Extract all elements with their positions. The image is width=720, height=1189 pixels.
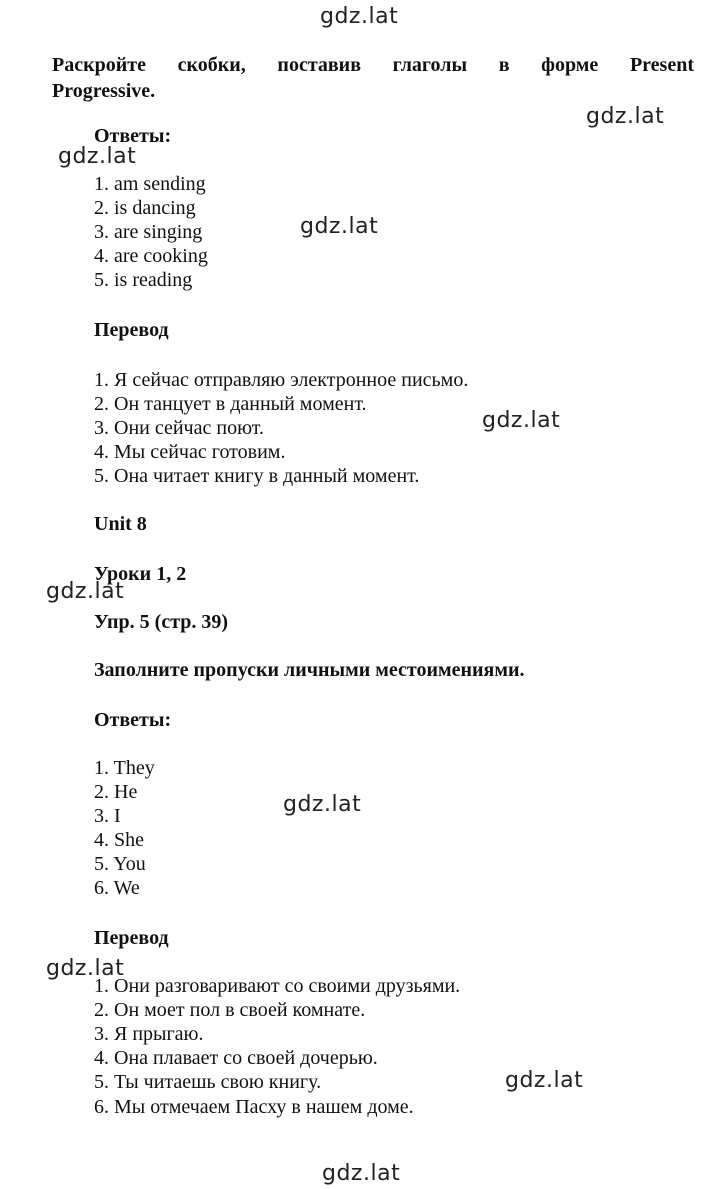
unit-heading: Unit 8 <box>94 513 147 535</box>
watermark: gdz.lat <box>46 956 125 981</box>
answer-item: 1. They <box>94 757 155 779</box>
answers-heading: Ответы: <box>94 709 172 731</box>
answer-item: 2. is dancing <box>94 197 196 219</box>
watermark: gdz.lat <box>58 144 137 169</box>
translation-item: 5. Ты читаешь свою книгу. <box>94 1071 322 1093</box>
watermark: gdz.lat <box>46 579 125 604</box>
watermark: gdz.lat <box>320 4 399 29</box>
watermark: gdz.lat <box>482 408 561 433</box>
answer-item: 4. are cooking <box>94 245 208 267</box>
lessons-heading: Уроки 1, 2 <box>94 563 187 585</box>
translation-item: 2. Он моет пол в своей комнате. <box>94 999 366 1021</box>
answer-item: 1. am sending <box>94 173 206 195</box>
exercise-heading: Упр. 5 (стр. 39) <box>94 611 229 633</box>
answer-item: 6. We <box>94 877 140 899</box>
answers-heading: Ответы: <box>94 126 172 144</box>
translation-item: 3. Я прыгаю. <box>94 1023 204 1045</box>
watermark: gdz.lat <box>586 104 665 129</box>
translation-item: 4. Мы сейчас готовим. <box>94 441 286 463</box>
translation-heading: Перевод <box>94 319 169 341</box>
translation-item: 5. Она читает книгу в данный момент. <box>94 465 420 487</box>
watermark: gdz.lat <box>322 1161 401 1186</box>
answer-item: 3. are singing <box>94 221 203 243</box>
answer-item: 5. You <box>94 853 146 875</box>
exercise-instruction: Раскройте скобки, поставив глаголы в форме Present Progressive. <box>52 54 694 102</box>
watermark: gdz.lat <box>505 1068 584 1093</box>
translation-heading: Перевод <box>94 927 169 949</box>
answer-item: 5. is reading <box>94 269 193 291</box>
answer-item: 4. She <box>94 829 144 851</box>
translation-item: 2. Он танцует в данный момент. <box>94 393 367 415</box>
translation-item: 1. Они разговаривают со своими друзьями. <box>94 975 461 997</box>
answer-item: 3. I <box>94 805 121 827</box>
watermark: gdz.lat <box>283 792 362 817</box>
translation-item: 4. Она плавает со своей дочерью. <box>94 1047 378 1069</box>
translation-item: 3. Они сейчас поют. <box>94 417 264 439</box>
watermark: gdz.lat <box>300 214 379 239</box>
translation-item: 1. Я сейчас отправляю электронное письмо. <box>94 369 469 391</box>
answer-item: 2. He <box>94 781 138 803</box>
exercise-instruction: Заполните пропуски личными местоимениями. <box>94 659 525 681</box>
translation-item: 6. Мы отмечаем Пасху в нашем доме. <box>94 1096 414 1118</box>
